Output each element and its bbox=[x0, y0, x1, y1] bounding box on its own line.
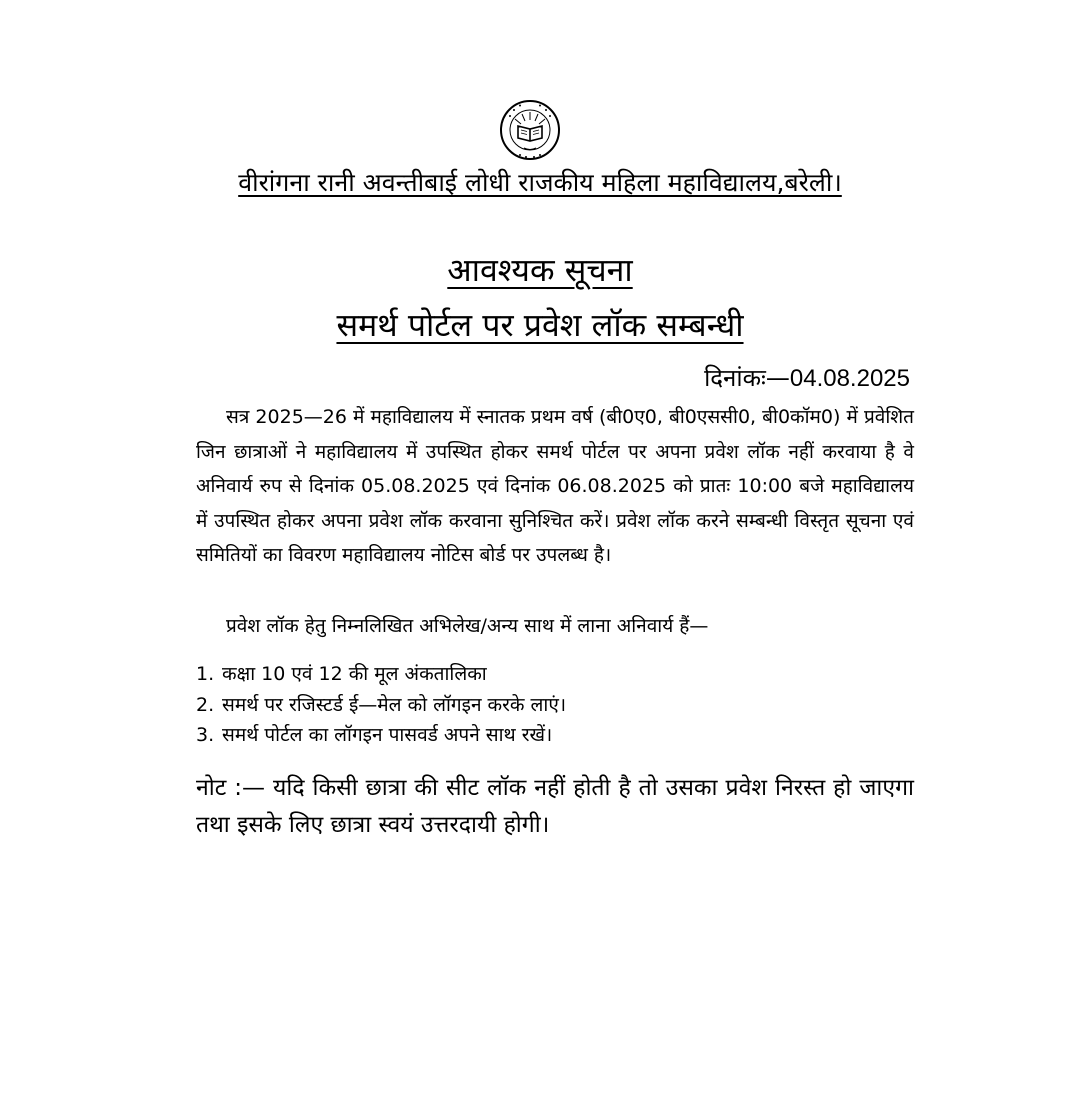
notice-date bbox=[704, 362, 910, 395]
list-item-number: 3. bbox=[196, 724, 215, 746]
documents-list bbox=[196, 659, 566, 751]
college-name: वीरांगना रानी अवन्तीबाई लोधी राजकीय महिला महाविद्यालय,बरेली। bbox=[238, 168, 842, 197]
list-item bbox=[196, 720, 566, 751]
notice-body: सत्र 2025—26 में महाविद्यालय में स्नातक प्रथम वर्ष (बी0ए0, बी0एससी0, बी0कॉम0) में प्रवेशित जिन छात्राओं ने महाविद्यालय में उपस्थित होकर समर्थ पोर्टल पर अपना प्रवेश लॉक नहीं करवाया है वे अनिवार्य रुप से दिनांक 05.08.2025 एवं दिनांक 06.08.2025 को प्रातः 10:00 बजे महाविद्यालय में उपस्थित होकर अपना प्रवेश लॉक करवाना सुनिश्चित करें। प्रवेश लॉक करने सम्बन्धी विस्तृत सूचना एवं समितियों का विवरण महाविद्यालय नोटिस बोर्ड पर उपलब्ध है। bbox=[196, 406, 914, 566]
date-value: 04.08.2025 bbox=[789, 365, 910, 392]
list-item-text: समर्थ पोर्टल का लॉगइन पासवर्ड अपने साथ रखें। bbox=[222, 724, 553, 746]
list-item bbox=[196, 659, 566, 690]
list-item bbox=[196, 690, 566, 721]
list-item-text: कक्षा 10 एवं 12 की मूल अंकतालिका bbox=[222, 663, 487, 685]
date-label: दिनांकः— bbox=[704, 364, 790, 392]
college-emblem-icon bbox=[498, 96, 562, 166]
documents-intro: प्रवेश लॉक हेतु निम्नलिखित अभिलेख/अन्य साथ में लाना अनिवार्य हैं— bbox=[226, 615, 709, 637]
list-item-number: 2. bbox=[196, 693, 215, 716]
list-item-text: समर्थ पर रजिस्टर्ड ई—मेल को लॉगइन करके लाएं। bbox=[222, 693, 567, 716]
notice-note: नोट :— यदि किसी छात्रा की सीट लॉक नहीं होती है तो उसका प्रवेश निरस्त हो जाएगा तथा इसके लिए छात्रा स्वयं उत्तरदायी होगी। bbox=[196, 775, 914, 838]
list-item-number: 1. bbox=[196, 663, 215, 685]
notice-subtitle: समर्थ पोर्टल पर प्रवेश लॉक सम्बन्धी bbox=[336, 306, 744, 344]
notice-title: आवश्यक सूचना bbox=[447, 251, 633, 289]
